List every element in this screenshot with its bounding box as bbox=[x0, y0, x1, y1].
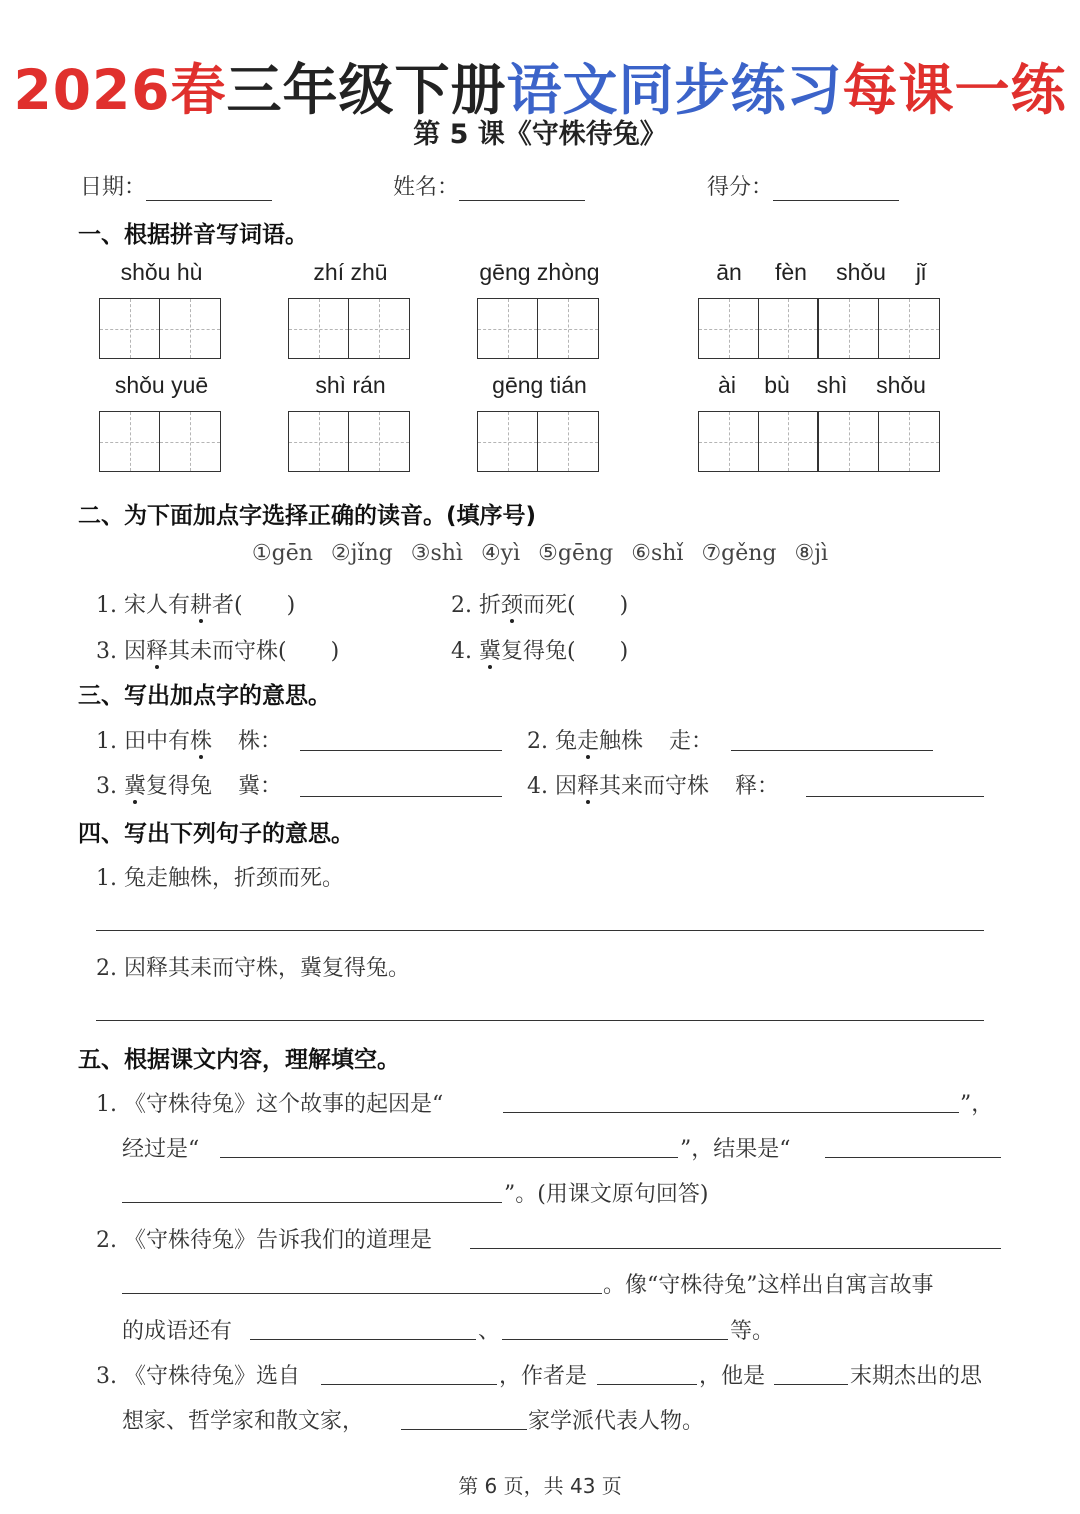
s5-q1-text-c: 经过是“ bbox=[122, 1137, 200, 1162]
q-text: 复得兔 bbox=[146, 774, 213, 799]
pinyin-label: shǒu hù bbox=[120, 259, 203, 285]
pinyin-label: gēng tián bbox=[492, 372, 587, 398]
pinyin-label: shì rán bbox=[315, 372, 386, 398]
answer-blank[interactable] bbox=[122, 1293, 602, 1294]
date-label: 日期： bbox=[80, 175, 147, 200]
option-4: ④yì bbox=[480, 541, 521, 566]
section3-heading: 三、写出加点字的意思。 bbox=[78, 683, 331, 709]
q-num: 2. bbox=[451, 593, 479, 618]
dotted-char: 株 bbox=[190, 729, 213, 754]
q-num: 1. bbox=[96, 729, 124, 754]
answer-blank[interactable] bbox=[250, 1339, 476, 1340]
q-text: 其未而守株( ) bbox=[168, 639, 340, 664]
section2-heading: 二、为下面加点字选择正确的读音。(填序号) bbox=[78, 503, 537, 529]
answer-blank[interactable] bbox=[470, 1248, 1001, 1249]
pinyin-label: bù bbox=[764, 372, 790, 398]
name-field bbox=[393, 170, 585, 201]
s5-q2-text-c: 的成语还有 bbox=[122, 1319, 233, 1344]
option-2: ②jǐng bbox=[330, 541, 393, 566]
writing-grid[interactable] bbox=[477, 411, 599, 472]
option-6: ⑥shǐ bbox=[631, 541, 684, 566]
q-num: 2. bbox=[527, 729, 555, 754]
s5-q3-text-b: ，作者是 bbox=[499, 1364, 588, 1389]
section1-heading: 一、根据拼音写词语。 bbox=[78, 222, 308, 248]
s4-question-2: 2. 因释其耒而守株，冀复得兔。 bbox=[96, 956, 410, 981]
score-field bbox=[707, 170, 899, 201]
s2-question-4 bbox=[451, 634, 628, 665]
pinyin-label: shǒu bbox=[876, 372, 926, 398]
answer-blank[interactable] bbox=[825, 1157, 1001, 1158]
q-key: 走： bbox=[669, 729, 714, 754]
s5-q2-text-b: 。像“守株待兔”这样出自寓言故事 bbox=[603, 1273, 934, 1298]
answer-blank[interactable] bbox=[731, 750, 933, 751]
answer-blank[interactable] bbox=[597, 1384, 697, 1385]
q-text: 宋人有 bbox=[123, 593, 190, 618]
pinyin-label: ān bbox=[716, 259, 742, 285]
answer-blank[interactable] bbox=[220, 1157, 678, 1158]
s5-q1-text-e: ”。(用课文原句回答) bbox=[504, 1182, 709, 1207]
s5-q1-text-d: ”，结果是“ bbox=[680, 1137, 791, 1162]
s5-q3-text-a: 3. 《守株待兔》选自 bbox=[96, 1364, 300, 1389]
name-label: 姓名： bbox=[393, 175, 460, 200]
s2-question-2 bbox=[451, 588, 628, 619]
option-8: ⑧jì bbox=[794, 541, 829, 566]
answer-blank[interactable] bbox=[401, 1429, 527, 1430]
title-part-subject: 语文同步练习 bbox=[506, 58, 843, 122]
s5-q2-text-d: 、 bbox=[478, 1319, 501, 1344]
q-num: 1. bbox=[96, 593, 124, 618]
dotted-char: 颈 bbox=[501, 593, 524, 618]
pinyin-label: jǐ bbox=[915, 259, 927, 285]
dotted-char: 冀 bbox=[123, 774, 146, 799]
writing-grid[interactable] bbox=[99, 411, 221, 472]
score-blank[interactable] bbox=[773, 174, 899, 201]
writing-grid[interactable] bbox=[698, 411, 940, 472]
lesson-title: 第 5 课《守株待兔》 bbox=[413, 119, 667, 150]
s3-question-1 bbox=[96, 724, 282, 755]
title-part-year: 2026春 bbox=[13, 58, 227, 122]
writing-grid[interactable] bbox=[99, 298, 221, 359]
option-1: ①gēn bbox=[251, 541, 313, 566]
pinyin-label: shì bbox=[816, 372, 848, 398]
s5-q1-text-b: ”， bbox=[960, 1092, 994, 1117]
answer-line[interactable] bbox=[96, 1020, 984, 1021]
pinyin-label: zhí zhū bbox=[313, 259, 388, 285]
answer-blank[interactable] bbox=[806, 796, 984, 797]
s3-question-4 bbox=[527, 769, 779, 800]
s5-q3-text-e: 想家、哲学家和散文家， bbox=[122, 1409, 365, 1434]
q-text: 者( ) bbox=[212, 593, 296, 618]
s3-question-3 bbox=[96, 769, 282, 800]
s5-q3-text-c: ，他是 bbox=[699, 1364, 766, 1389]
writing-grid[interactable] bbox=[288, 298, 410, 359]
answer-blank[interactable] bbox=[774, 1384, 848, 1385]
date-field bbox=[80, 170, 272, 201]
q-text: 而死( ) bbox=[523, 593, 629, 618]
answer-blank[interactable] bbox=[321, 1384, 497, 1385]
page-number: 第 6 页，共 43 页 bbox=[458, 1474, 622, 1498]
pinyin-label: fèn bbox=[775, 259, 807, 285]
pinyin-label: ài bbox=[718, 372, 736, 398]
dotted-char: 耕 bbox=[190, 593, 213, 618]
answer-line[interactable] bbox=[96, 930, 984, 931]
name-blank[interactable] bbox=[459, 174, 585, 201]
dotted-char: 冀 bbox=[478, 639, 501, 664]
date-blank[interactable] bbox=[146, 174, 272, 201]
q-text: 触株 bbox=[599, 729, 644, 754]
option-3: ③shì bbox=[410, 541, 463, 566]
q-text: 其来而守株 bbox=[599, 774, 710, 799]
answer-blank[interactable] bbox=[502, 1339, 728, 1340]
writing-grid[interactable] bbox=[698, 298, 940, 359]
s5-q2-text-a: 2. 《守株待兔》告诉我们的道理是 bbox=[96, 1228, 432, 1253]
writing-grid[interactable] bbox=[288, 411, 410, 472]
answer-blank[interactable] bbox=[122, 1202, 502, 1203]
q-key: 株： bbox=[238, 729, 283, 754]
dotted-char: 释 bbox=[577, 774, 600, 799]
section4-heading: 四、写出下列句子的意思。 bbox=[78, 821, 354, 847]
q-text: 复得兔( ) bbox=[501, 639, 629, 664]
title-part-series: 每课一练 bbox=[842, 58, 1067, 122]
section5-heading: 五、根据课文内容，理解填空。 bbox=[78, 1047, 400, 1073]
pinyin-label: shǒu yuē bbox=[114, 372, 209, 398]
option-5: ⑤gēng bbox=[538, 541, 614, 566]
q-text: 因 bbox=[123, 639, 146, 664]
q-num: 3. bbox=[96, 774, 124, 799]
q-text: 折 bbox=[478, 593, 501, 618]
s2-question-1 bbox=[96, 588, 295, 619]
pinyin-label: shǒu bbox=[836, 259, 886, 285]
q-num: 4. bbox=[451, 639, 479, 664]
q-num: 3. bbox=[96, 639, 124, 664]
s4-question-1: 1. 兔走触株，折颈而死。 bbox=[96, 866, 344, 891]
q-text: 兔 bbox=[554, 729, 577, 754]
q-key: 冀： bbox=[238, 774, 283, 799]
title-part-grade: 三年级下册 bbox=[226, 58, 507, 122]
s5-q3-text-d: 末期杰出的思 bbox=[850, 1364, 983, 1389]
q-text: 田中有 bbox=[123, 729, 190, 754]
dotted-char: 走 bbox=[577, 729, 600, 754]
answer-blank[interactable] bbox=[300, 750, 502, 751]
q-key: 释： bbox=[735, 774, 780, 799]
s3-question-2 bbox=[527, 724, 713, 755]
answer-blank[interactable] bbox=[300, 796, 502, 797]
q-text: 因 bbox=[554, 774, 577, 799]
score-label: 得分： bbox=[707, 175, 774, 200]
s5-q1-text-a: 1. 《守株待兔》这个故事的起因是“ bbox=[96, 1092, 444, 1117]
answer-blank[interactable] bbox=[503, 1112, 959, 1113]
q-num: 4. bbox=[527, 774, 555, 799]
option-7: ⑦gěng bbox=[701, 541, 777, 566]
reading-options bbox=[0, 541, 1080, 566]
writing-grid[interactable] bbox=[477, 298, 599, 359]
s5-q2-text-e: 等。 bbox=[730, 1319, 775, 1344]
s2-question-3 bbox=[96, 634, 339, 665]
pinyin-label: gēng zhòng bbox=[479, 259, 600, 285]
dotted-char: 释 bbox=[146, 639, 169, 664]
s5-q3-text-f: 家学派代表人物。 bbox=[528, 1409, 705, 1434]
